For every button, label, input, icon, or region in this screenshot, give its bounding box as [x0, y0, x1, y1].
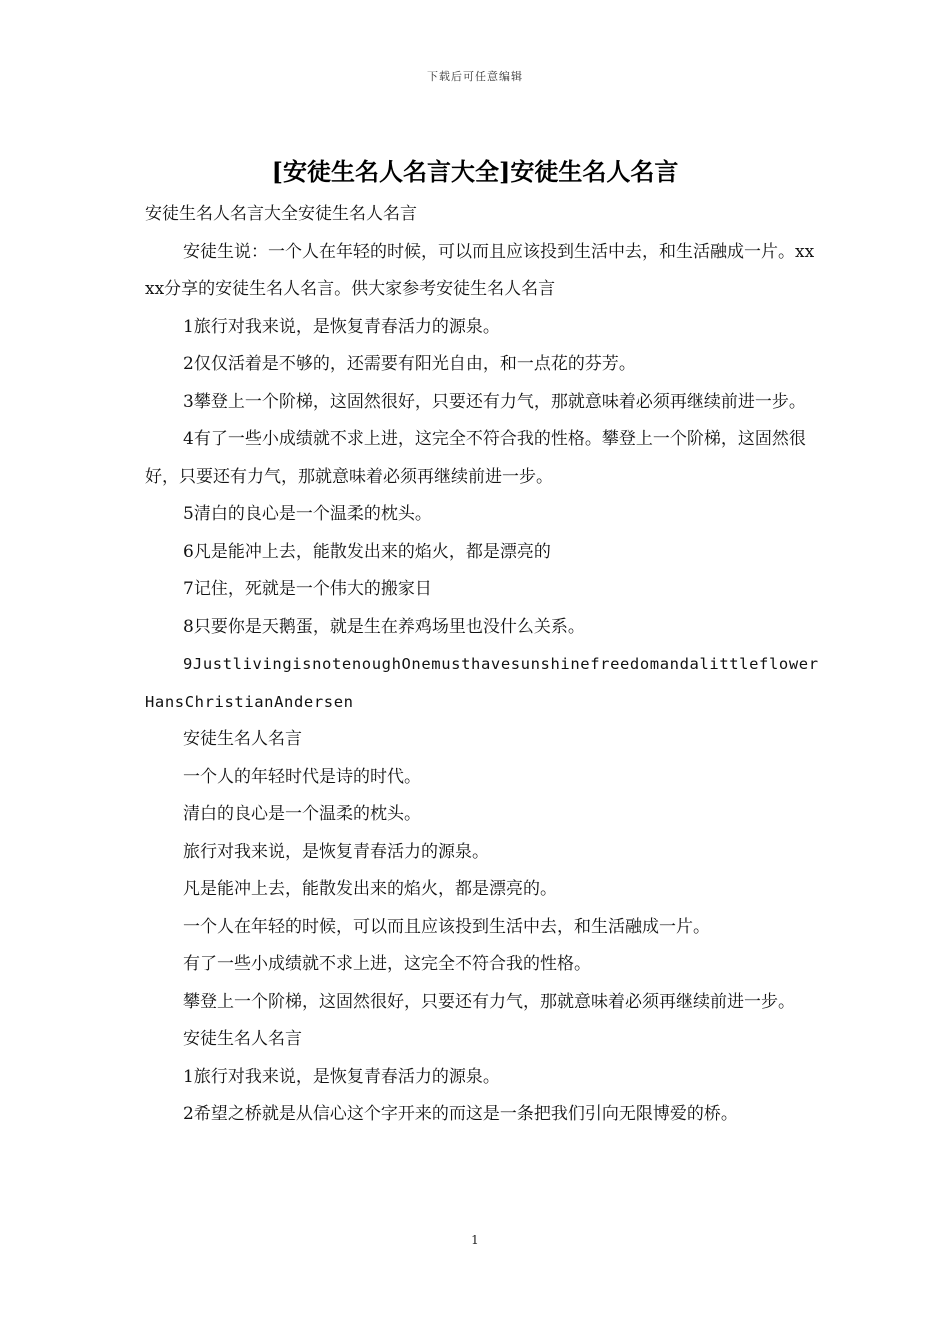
- quote-item: 凡是能冲上去，能散发出来的焰火，都是漂亮的。: [183, 879, 557, 899]
- quote-item: 6凡是能冲上去，能散发出来的焰火，都是漂亮的: [183, 541, 551, 562]
- quote-item: 旅行对我来说，是恢复青春活力的源泉。: [183, 841, 489, 862]
- quote-item: 一个人的年轻时代是诗的时代。: [183, 766, 421, 787]
- quote-item: 1旅行对我来说，是恢复青春活力的源泉。: [183, 316, 500, 337]
- section-heading: 安徒生名人名言: [183, 729, 302, 749]
- section-heading: 安徒生名人名言: [183, 1029, 302, 1049]
- paragraph: 安徒生说：一个人在年轻的时候，可以而且应该投到生活中去，和生活融成一片。xxxx分享的安徒生名人名言。供大家参考安徒生名人名言: [145, 241, 815, 299]
- quote-item: 攀登上一个阶梯，这固然很好，只要还有力气，那就意味着必须再继续前进一步。: [183, 991, 795, 1012]
- quote-item: 3攀登上一个阶梯，这固然很好，只要还有力气，那就意味着必须再继续前进一步。: [183, 391, 806, 412]
- quote-item: 8只要你是天鹅蛋，就是生在养鸡场里也没什么关系。: [183, 616, 585, 637]
- document-title: [安徒生名人名言大全]安徒生名人名言: [271, 157, 679, 186]
- quote-item: 清白的良心是一个温柔的枕头。: [183, 804, 421, 824]
- paragraph: 安徒生名人名言大全安徒生名人名言: [145, 204, 417, 224]
- quote-item: 7记住，死就是一个伟大的搬家日: [183, 579, 432, 599]
- page-number: 1: [471, 1233, 479, 1247]
- quote-item: 4有了一些小成绩就不求上进，这完全不符合我的性格。攀登上一个阶梯，这固然很好，只要还有力气，那就意味着必须再继续前进一步。: [145, 429, 806, 487]
- quote-item: 1旅行对我来说，是恢复青春活力的源泉。: [183, 1066, 500, 1087]
- quote-item: 一个人在年轻的时候，可以而且应该投到生活中去，和生活融成一片。: [183, 916, 710, 937]
- page-header: 下载后可任意编辑: [427, 70, 523, 83]
- quote-item: 有了一些小成绩就不求上进，这完全不符合我的性格。: [183, 954, 591, 974]
- quote-item: 2仅仅活着是不够的，还需要有阳光自由，和一点花的芬芳。: [183, 354, 636, 374]
- quote-item: 2希望之桥就是从信心这个字开来的而这是一条把我们引向无限博爱的桥。: [183, 1104, 738, 1124]
- document-body: [145, 196, 820, 1134]
- quote-item: 5清白的良心是一个温柔的枕头。: [183, 504, 432, 524]
- quote-item-english: 9JustlivingisnotenoughOnemusthavesunshinefreedomandalittleflowerHansChristianAndersen: [145, 655, 819, 711]
